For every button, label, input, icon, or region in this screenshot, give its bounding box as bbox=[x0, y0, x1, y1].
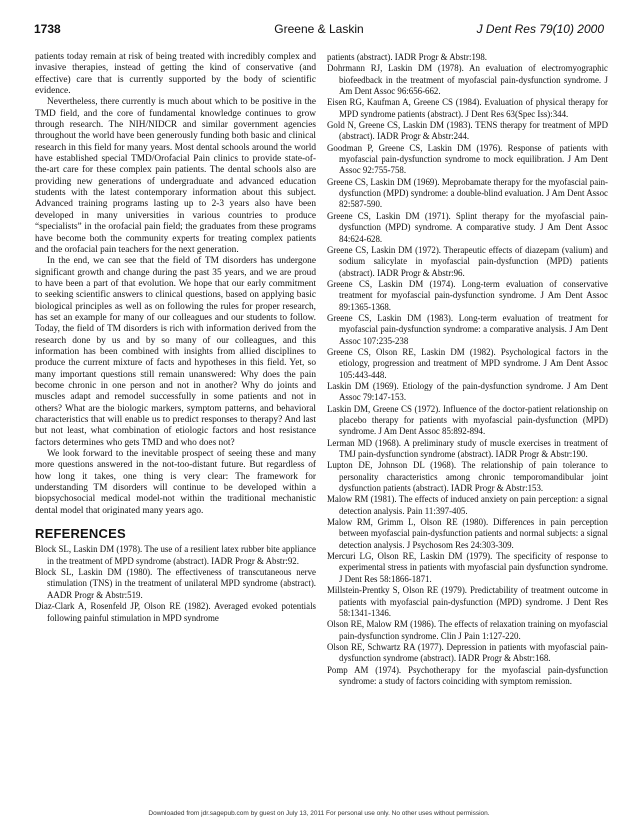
reference-item: Lerman MD (1968). A preliminary study of muscle exercises in treatment of TMJ pain-dysfunction syndrome (abstract). IADR Progr & Abstr:190. bbox=[327, 437, 608, 460]
reference-item: Greene CS, Laskin DM (1972). Therapeutic effects of diazepam (valium) and sodium salicylate in myofascial pain-dysfunction (MPD) patients (abstract). IADR Progr & Abstr:96. bbox=[327, 244, 608, 278]
reference-item: Greene CS, Laskin DM (1983). Long-term evaluation of treatment for myofascial pain-dysfunction syndrome: a comparative analysis. J Am Dent Assoc 107:235-238 bbox=[327, 312, 608, 346]
right-column bbox=[327, 52, 608, 687]
running-authors: Greene & Laskin bbox=[274, 22, 364, 36]
reference-item: patients (abstract). IADR Progr & Abstr:198. bbox=[327, 52, 487, 62]
journal-citation: J Dent Res 79(10) 2000 bbox=[476, 22, 604, 36]
left-column bbox=[35, 52, 316, 624]
body-paragraph: We look forward to the inevitable prospect of seeing these and many more questions answered in the not-too-distant future. But regardless of how long it takes, one thing is very clear: The framework for understanding TM disorders will continue to be developed within a biopsychosocial medical model-not within the traditional mechanistic dental model that originated many years ago. bbox=[35, 449, 316, 516]
page-number: 1738 bbox=[34, 22, 61, 36]
running-header bbox=[34, 22, 604, 40]
reference-item: Diaz-Clark A, Rosenfeld JP, Olson RE (1982). Averaged evoked potentials following painful stimulation in MPD syndrome bbox=[35, 601, 316, 623]
reference-item: Olson RE, Malow RM (1986). The effects of relaxation training on myofascial pain-dysfunction syndrome. Clin J Pain 1:127-220. bbox=[327, 619, 608, 641]
reference-item: Block SL, Laskin DM (1978). The use of a resilient latex rubber bite appliance in the treatment of MPD syndrome (abstract). IADR Progr & Abstr:92. bbox=[35, 544, 316, 566]
body-paragraph: In the end, we can see that the field of TM disorders has undergone significant growth and change during the past 35 years, and we are proud to have been a part of that evolution. We hope that our early commitment to seeking scientific answers to clinical questions, based on applying basic biological principles as well as on following the rules for proper research, has set an example for many of our colleagues and our students to follow. Today, the field of TM disorders is rich with information derived from the research done by us and by so many of our colleagues, and this information has been combined with insights from allied disciplines to produce the current mixture of facts and hypotheses in this field. Yet, so many important questions still remain unanswered: Why does the pain become chronic in one person and not in another? Why do joints and muscles adapt and remodel successfully in some patients and not in others? What are the biologic markers, symptom patterns, and behavioral characteristics that will enable us to predict responses to therapy? And last but not least, what combination of etiologic factors and host resistance factors determines who gets TMD and who does not? bbox=[35, 256, 316, 448]
reference-item: Greene CS, Olson RE, Laskin DM (1982). Psychological factors in the etiology, progression and treatment of MPD syndrome. J Am Dent Assoc 105:443-448. bbox=[327, 346, 608, 380]
reference-item: Goodman P, Greene CS, Laskin DM (1976). Response of patients with myofascial pain-dysfunction syndrome to mock equilibration. J Am Dent Assoc 92:755-758. bbox=[327, 142, 608, 176]
reference-item: Lupton DE, Johnson DL (1968). The relationship of pain tolerance to personality characteristics among chronic temporomandibular joint dysfunction patients (abstract). IADR Progr & Abstr:153. bbox=[327, 460, 608, 494]
download-footer: Downloaded from jdr.sagepub.com by guest on July 13, 2011 For personal use only. No other uses without permission. bbox=[148, 810, 490, 817]
reference-item: Malow RM, Grimm L, Olson RE (1980). Differences in pain perception between myofascial pain-dysfunction patients and normal subjects: a signal detection analysis. J Psychosom Res 24:303-309. bbox=[327, 517, 608, 550]
reference-item: Greene CS, Laskin DM (1969). Meprobamate therapy for the myofascial pain-dysfunction (MPD) syndrome: a double-blind evaluation. J Am Dent Assoc 82:587-590. bbox=[327, 176, 608, 210]
reference-item: Millstein-Prentky S, Olson RE (1979). Predictability of treatment outcome in patients with myofascial pain-dysfunction (MPD) syndrome. J Dent Res 58:1341-1346. bbox=[327, 585, 608, 618]
reference-item: Block SL, Laskin DM (1980). The effectiveness of transcutaneous nerve stimulation (TNS) in the treatment of unilateral MPD syndrome (abstract). AADR Progr & Abstr:519. bbox=[35, 567, 316, 600]
body-paragraph: patients today remain at risk of being treated with incredibly complex and invasive therapies, instead of getting the kind of conservative (and effective) care that is currently supported by the body of scientific evidence. bbox=[35, 52, 316, 97]
reference-item: Greene CS, Laskin DM (1974). Long-term evaluation of conservative treatment for myofascial pain-dysfunction syndrome. J Am Dent Assoc 89:1365-1368. bbox=[327, 278, 608, 312]
reference-item: Pomp AM (1974). Psychotherapy for the myofascial pain-dysfunction syndrome: a study of factors coinciding with symptom remission. bbox=[327, 664, 608, 686]
reference-item: Gold N, Greene CS, Laskin DM (1983). TENS therapy for treatment of MPD (abstract). IADR Progr & Abstr:244. bbox=[327, 120, 608, 142]
reference-item: Laskin DM, Greene CS (1972). Influence of the doctor-patient relationship on placebo therapy for patients with myofascial pain-dysfunction (MPD) syndrome. J Am Dent Assoc 85:892-894. bbox=[327, 403, 608, 437]
reference-item: Eisen RG, Kaufman A, Greene CS (1984). Evaluation of physical therapy for MPD syndrome patients (abstract). J Dent Res 63(Spec Iss):344. bbox=[327, 97, 608, 119]
reference-item: Dohrmann RJ, Laskin DM (1978). An evaluation of electromyographic biofeedback in the treatment of myofascial pain-dysfunction syndrome. J Am Dent Assoc 96:656-662. bbox=[327, 63, 608, 97]
reference-item: Olson RE, Schwartz RA (1977). Depression in patients with myofascial pain-dysfunction syndrome (abstract). IADR Progr & Abstr:168. bbox=[327, 641, 608, 664]
reference-item: Mercuri LG, Olson RE, Laskin DM (1979). The specificity of response to experimental stress in patients with myofascial pain dysfunction syndrome. J Dent Res 58:1866-1871. bbox=[327, 551, 608, 584]
reference-item: Laskin DM (1969). Etiology of the pain-dysfunction syndrome. J Am Dent Assoc 79:147-153. bbox=[327, 380, 608, 403]
body-paragraph: Nevertheless, there currently is much about which to be positive in the TMD field, and the core of fundamental knowledge continues to grow through research. The NIH/NIDCR and similar government agencies throughout the world have been generously funding both basic and clinical research in this field for many years. Most dental schools around the world have established special TMD/Orofacial Pain clinics to provide state-of-the-art care for these complex pain patients. The dental schools also are providing new generations of undergraduate and advanced education students with the latest contemporary information about this subject. Advanced training programs lasting up to 2-3 years also have been developed in many universities in various countries to produce “specialists” in the orofacial pain field; the graduates from these programs have become both the community experts for treating complex patients and the orofacial pain teachers for the next generation. bbox=[35, 97, 316, 255]
references-heading: REFERENCES bbox=[35, 526, 126, 542]
reference-item: Greene CS, Laskin DM (1971). Splint therapy for the myofascial pain-dysfunction (MPD) syndrome. A comparative study. J Am Dent Assoc 84:624-628. bbox=[327, 210, 608, 244]
reference-item: Malow RM (1981). The effects of induced anxiety on pain perception: a signal detection analysis. Pain 11:397-405. bbox=[327, 494, 608, 516]
